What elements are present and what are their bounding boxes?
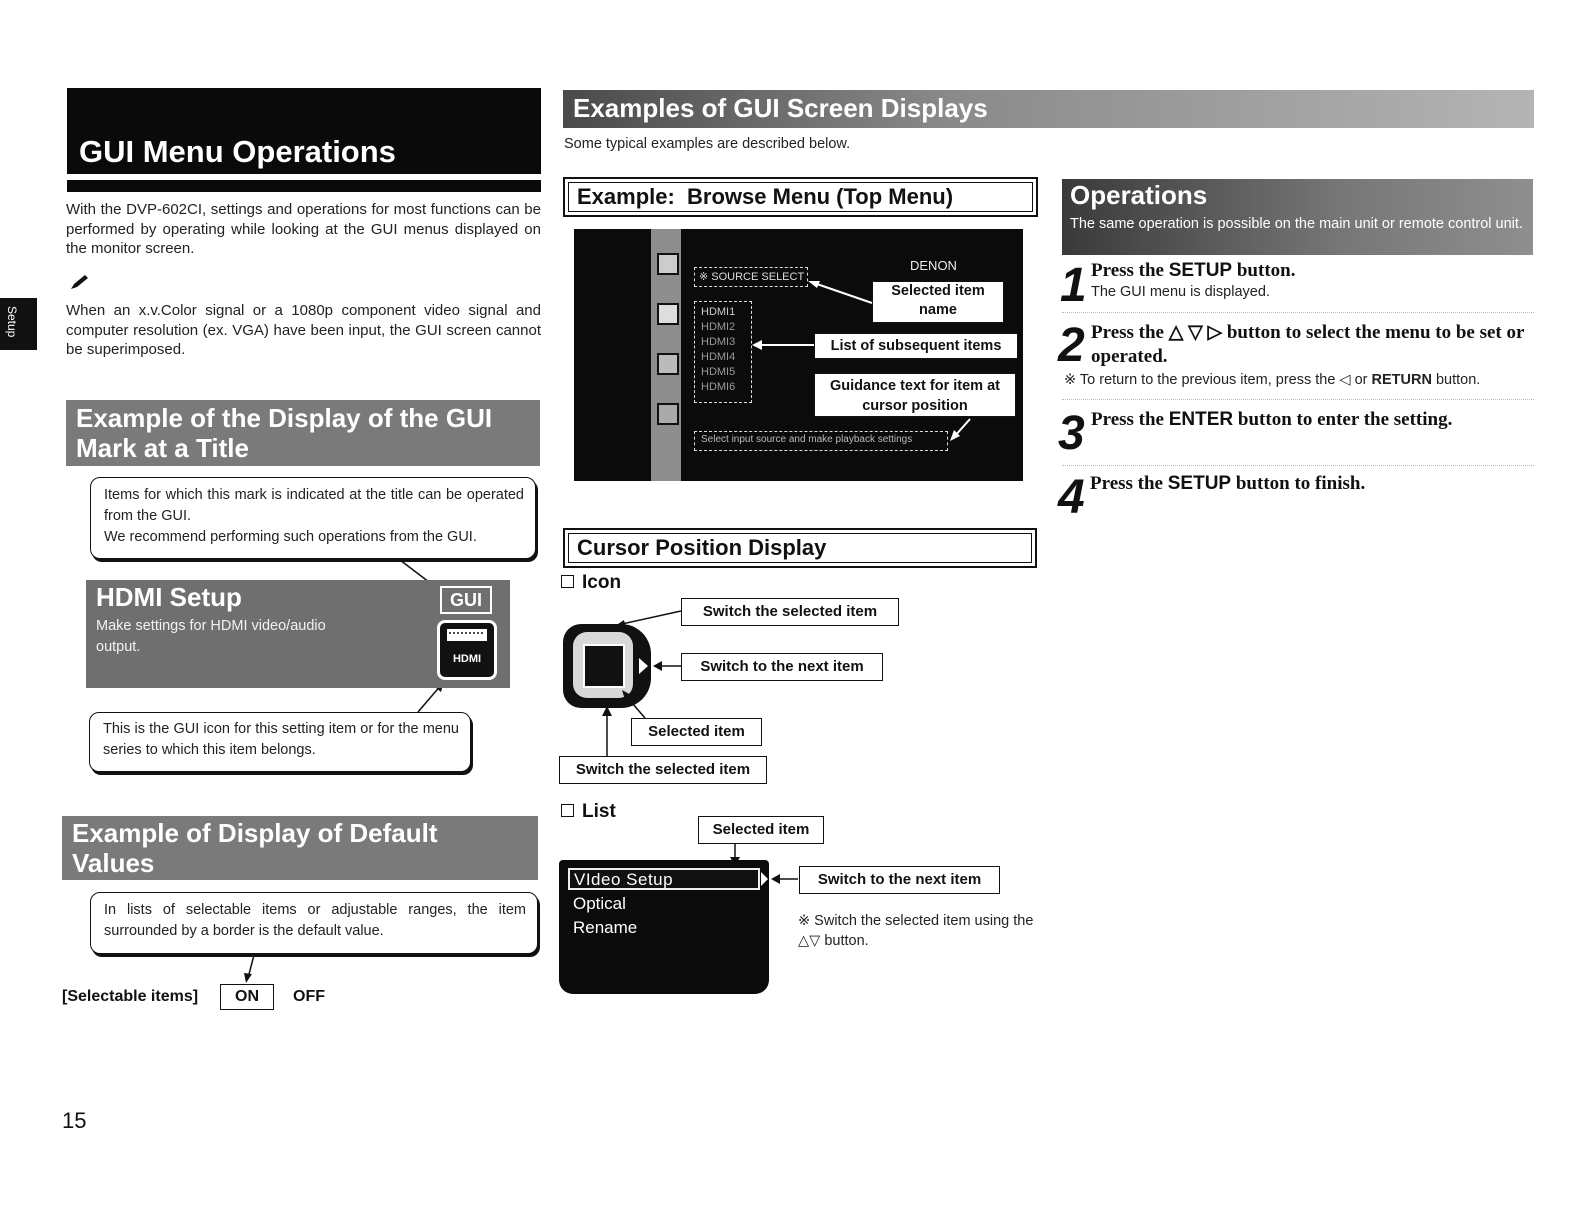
page-number: 15: [62, 1108, 87, 1133]
operations-heading-block: [1062, 179, 1533, 255]
gui-mark-callout-line2: We recommend performing such operations from the GUI.: [104, 529, 477, 545]
step-4-post: button to finish.: [1231, 473, 1366, 494]
list-note: ※ Switch the selected item using the △▽ button.: [798, 913, 1034, 949]
step-3-post: button to enter the setting.: [1233, 409, 1453, 430]
page-title: GUI Menu Operations: [79, 134, 396, 169]
step-1-key: SETUP: [1168, 260, 1233, 281]
defaults-callout-text: In lists of selectable items or adjustable ranges, the item surrounded by a border is the default value.: [104, 902, 526, 939]
step-separator: [1062, 312, 1534, 313]
icon-label-switch-top: Switch the selected item: [681, 598, 899, 626]
step-2-note-key: RETURN: [1371, 372, 1432, 388]
step-separator: [1062, 465, 1534, 466]
hdmi-list-item: HDMI5: [701, 366, 736, 378]
step-4-number: 4: [1058, 471, 1085, 524]
operations-heading: Operations: [1070, 180, 1208, 210]
step-2-text: Press the △ ▽ ▷ button to select the menu to be set or operated.: [1091, 322, 1525, 367]
operations-subtitle: The same operation is possible on the main unit or remote control unit.: [1070, 216, 1523, 232]
off-option: OFF: [293, 988, 325, 1005]
step-3-text: [1091, 409, 1452, 431]
list-cursor-illustration: [559, 860, 769, 994]
step-2-note: [1064, 372, 1480, 388]
selectable-items-label: [Selectable items]: [62, 988, 199, 1005]
step-2-note-pre: ※ To return to the previous item, press the ◁ or: [1064, 372, 1372, 388]
checkbox-icon: [561, 804, 574, 817]
list-item: Optical: [573, 894, 626, 913]
gui-badge: GUI: [440, 586, 492, 614]
hdmi-list-item: HDMI4: [701, 351, 736, 363]
label-guidance-text: Guidance text for item at cursor position: [814, 373, 1016, 417]
cursor-title: Cursor Position Display: [577, 535, 827, 560]
label-selected-item-name: Selected item name: [872, 281, 1004, 323]
icon-label-switch-bottom: Switch the selected item: [559, 756, 767, 784]
icon-subheading-text: Icon: [582, 572, 622, 593]
hdmi-list-item: HDMI2: [701, 321, 736, 333]
examples-subtitle: Some typical examples are described below.: [564, 136, 851, 152]
gui-mark-heading-line2: Mark at a Title: [76, 433, 249, 463]
step-3-number: 3: [1058, 407, 1085, 460]
step-3-pre: Press the: [1091, 409, 1169, 430]
list-item-selected: [568, 868, 760, 890]
source-select-label: ※ SOURCE SELECT: [699, 271, 805, 283]
hdmi-panel-title: HDMI Setup: [96, 582, 242, 612]
step-separator: [1062, 399, 1534, 400]
step-1-text: [1091, 260, 1295, 282]
side-tab-label: Setup: [5, 306, 19, 338]
step-1-pre: Press the: [1091, 260, 1169, 281]
browse-menu-title: Example: Browse Menu (Top Menu): [577, 184, 954, 209]
gui-mark-heading-line1: Example of the Display of the GUI: [76, 403, 493, 433]
note-text: When an x.v.Color signal or a 1080p component video signal and computer resolution (ex. VGA) have been input, the GUI screen cannot be superimposed.: [66, 302, 541, 358]
list-label-selected: Selected item: [698, 816, 824, 844]
default-on-option: ON: [220, 984, 274, 1010]
guidance-text: Select input source and make playback settings: [701, 434, 913, 445]
step-1-post: button.: [1232, 260, 1296, 281]
hdmi-list-item: HDMI6: [701, 381, 736, 393]
step-4-text: [1090, 473, 1365, 495]
step-2-note-post: button.: [1431, 372, 1481, 388]
list-label-next: Switch to the next item: [799, 866, 1000, 894]
label-list-of-items: List of subsequent items: [814, 333, 1018, 359]
list-item: Rename: [573, 918, 638, 937]
icon-label-next: Switch to the next item: [681, 653, 883, 681]
brand-label: DENON: [910, 258, 957, 273]
step-4-pre: Press the: [1090, 473, 1168, 494]
step-2-number: 2: [1058, 319, 1085, 372]
step-3-key: ENTER: [1168, 409, 1234, 430]
defaults-heading-line1: Example of Display of Default: [72, 818, 438, 848]
hdmi-panel-desc: Make settings for HDMI video/audio output.: [96, 618, 326, 655]
list-item-selected-text: VIdeo Setup: [574, 870, 674, 889]
gui-icon-callout-text: This is the GUI icon for this setting item or for the menu series to which this item belongs.: [103, 721, 459, 758]
intro-text: With the DVP-602CI, settings and operations for most functions can be performed by operating while looking at the GUI menus displayed on the monitor screen.: [66, 201, 541, 257]
hdmi-list-item: HDMI1: [701, 306, 736, 318]
gui-mark-callout-line1: Items for which this mark is indicated at the title can be operated from the GUI.: [104, 487, 524, 524]
examples-heading: Examples of GUI Screen Displays: [573, 93, 988, 123]
icon-label-selected: Selected item: [631, 718, 762, 746]
step-1-number: 1: [1060, 259, 1087, 312]
hdmi-icon-label: HDMI: [452, 653, 482, 665]
hdmi-list-item: HDMI3: [701, 336, 736, 348]
list-subheading: [561, 801, 616, 823]
step-4-key: SETUP: [1167, 473, 1232, 494]
step-1-sub: The GUI menu is displayed.: [1091, 284, 1270, 300]
defaults-heading-line2: Values: [72, 848, 155, 878]
list-subheading-text: List: [582, 801, 616, 822]
list-next-arrow-icon: [761, 872, 768, 886]
